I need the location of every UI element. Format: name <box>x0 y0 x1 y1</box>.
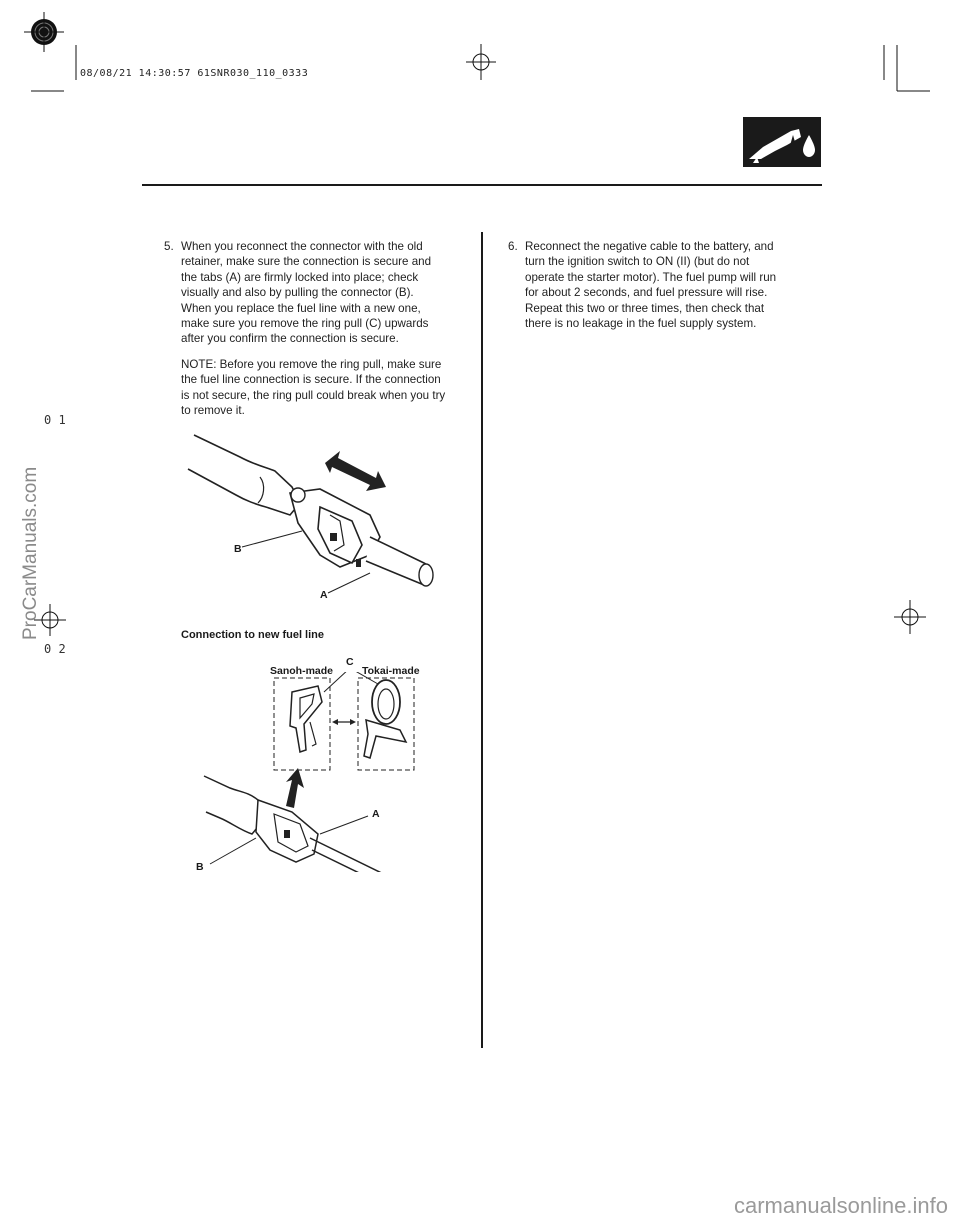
label-c: C <box>346 656 354 668</box>
column-divider <box>481 232 483 1048</box>
print-stamp: 08/08/21 14:30:57 61SNR030_110_0333 <box>80 68 309 79</box>
figure-connection-new-fuel-line <box>200 672 430 872</box>
step-line: Repeat this two or three times, then check that <box>525 301 765 315</box>
side-mark-02: 0 2 <box>44 642 66 656</box>
step-line: When you replace the fuel line with a new one, <box>181 301 421 315</box>
step-line: the tabs (A) are firmly locked into place; check <box>181 270 419 284</box>
step-line: retainer, make sure the connection is secure and <box>181 255 432 269</box>
step-line: operate the starter motor). The fuel pump will run <box>525 270 777 284</box>
label-b: B <box>196 861 204 873</box>
crosshair-icon <box>894 600 926 634</box>
label-a: A <box>320 589 328 601</box>
label-sanoh-made: Sanoh-made <box>270 665 334 677</box>
note-block <box>181 357 481 419</box>
fuel-nozzle-icon <box>743 117 821 167</box>
step-5 <box>164 239 474 347</box>
label-a: A <box>372 808 380 820</box>
step-line: turn the ignition switch to ON (II) (but do not <box>525 255 750 269</box>
step-line: Reconnect the negative cable to the battery, and <box>525 240 774 253</box>
step-line: for about 2 seconds, and fuel pressure will rise. <box>525 286 768 300</box>
header-rule <box>142 184 822 186</box>
figure-caption: Connection to new fuel line <box>181 629 324 641</box>
watermark-carmanualsonline: carmanualsonline.info <box>733 1193 948 1218</box>
note-line: is not secure, the ring pull could break when you try <box>181 388 446 402</box>
note-line: NOTE: Before you remove the ring pull, make sure <box>181 358 442 371</box>
step-line: When you reconnect the connector with the old <box>181 240 423 253</box>
watermark-procarmanuals: ProCarManuals.com <box>20 466 41 640</box>
crosshair-target-icon <box>24 12 64 52</box>
step-line: after you confirm the connection is secure. <box>181 332 399 346</box>
step-line: there is no leakage in the fuel supply system. <box>525 317 757 331</box>
label-b: B <box>234 543 242 555</box>
section-badge <box>743 117 821 167</box>
note-line: the fuel line connection is secure. If the connection <box>181 373 441 387</box>
note-line: to remove it. <box>181 404 245 418</box>
step-6 <box>508 239 808 331</box>
step-line: make sure you remove the ring pull (C) upwards <box>181 317 429 331</box>
step-number: 6. <box>508 240 518 253</box>
step-number: 5. <box>164 240 174 253</box>
label-tokai-made: Tokai-made <box>362 665 420 677</box>
crosshair-icon <box>466 44 496 80</box>
step-line: visually and also by pulling the connector (B). <box>181 286 414 300</box>
figure-connector-old-retainer <box>180 425 450 610</box>
side-mark-01: 0 1 <box>44 413 66 427</box>
